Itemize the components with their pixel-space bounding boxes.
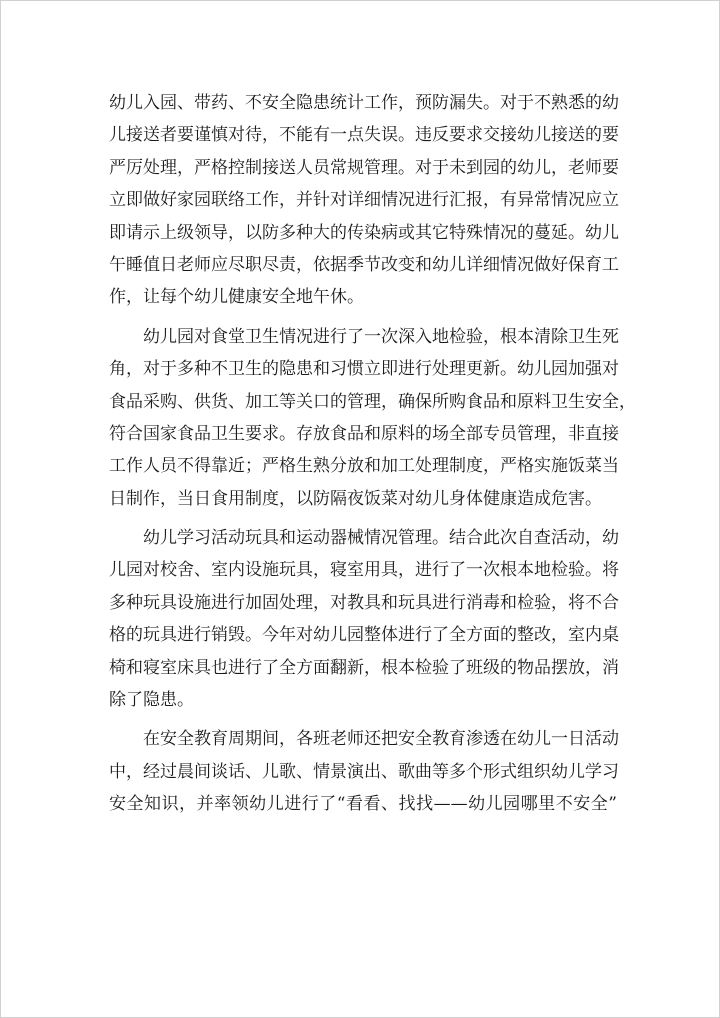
text-line: 椅和寝室床具也进行了全方面翻新，根本检验了班级的物品摆放，消 — [109, 657, 619, 678]
text-line: 严厉处理，严格控制接送人员常规管理。对于未到园的幼儿，老师要 — [109, 157, 619, 178]
text-line: 食品采购、供货、加工等关口的管理，确保所购食品和原料卫生安全， — [109, 391, 636, 412]
paragraph-entry-safety — [109, 87, 617, 314]
paragraph-toys-equipment — [109, 522, 617, 716]
text-line: 多种玩具设施进行加固处理，对教具和玩具进行消毒和检验，将不合 — [109, 592, 619, 613]
text-line: 日制作，当日食用制度，以防隔夜饭菜对幼儿身体健康造成危害。 — [109, 488, 602, 509]
text-line: 午睡值日老师应尽职尽责，依据季节改变和幼儿详细情况做好保育工 — [109, 254, 619, 275]
text-line: 格的玩具进行销毁。今年对幼儿园整体进行了全方面的整改，室内桌 — [109, 625, 619, 646]
text-line: 幼儿入园、带药、不安全隐患统计工作，预防漏失。对于不熟悉的幼 — [109, 93, 619, 113]
text-line: 作，让每个幼儿健康安全地午休。 — [109, 287, 364, 308]
text-line: 除了隐患。 — [109, 690, 194, 711]
text-line: 工作人员不得靠近；严格生熟分放和加工处理制度，严格实施饭菜当 — [109, 456, 619, 477]
text-line: 中，经过晨间谈话、儿歌、情景演出、歌曲等多个形式组织幼儿学习 — [109, 761, 619, 782]
text-line: 符合国家食品卫生要求。存放食品和原料的场全部专员管理，非直接 — [109, 423, 619, 444]
text-line: 儿接送者要谨慎对待，不能有一点失误。违反要求交接幼儿接送的要 — [109, 125, 619, 146]
paragraph-safety-education — [109, 723, 617, 820]
paragraph-canteen-hygiene — [109, 321, 636, 515]
text-line: 安全知识，并率领幼儿进行了“看看、找找——幼儿园哪里不安全” — [109, 794, 617, 815]
text-line: 即请示上级领导，以防多种大的传染病或其它特殊情况的蔓延。幼儿 — [109, 222, 619, 243]
text-line: 儿园对校舍、室内设施玩具，寝室用具，进行了一次根本地检验。将 — [109, 560, 619, 581]
text-line: 幼儿学习活动玩具和运动器械情况管理。结合此次自查活动，幼 — [143, 528, 619, 549]
text-line: 立即做好家园联络工作，并针对详细情况进行汇报，有异常情况应立 — [109, 190, 619, 211]
text-line: 角，对于多种不卫生的隐患和习惯立即进行处理更新。幼儿园加强对 — [109, 359, 619, 380]
text-line: 幼儿园对食堂卫生情况进行了一次深入地检验，根本清除卫生死 — [143, 326, 619, 347]
document-body — [109, 87, 636, 821]
text-line: 在安全教育周期间，各班老师还把安全教育渗透在幼儿一日活动 — [143, 729, 619, 750]
